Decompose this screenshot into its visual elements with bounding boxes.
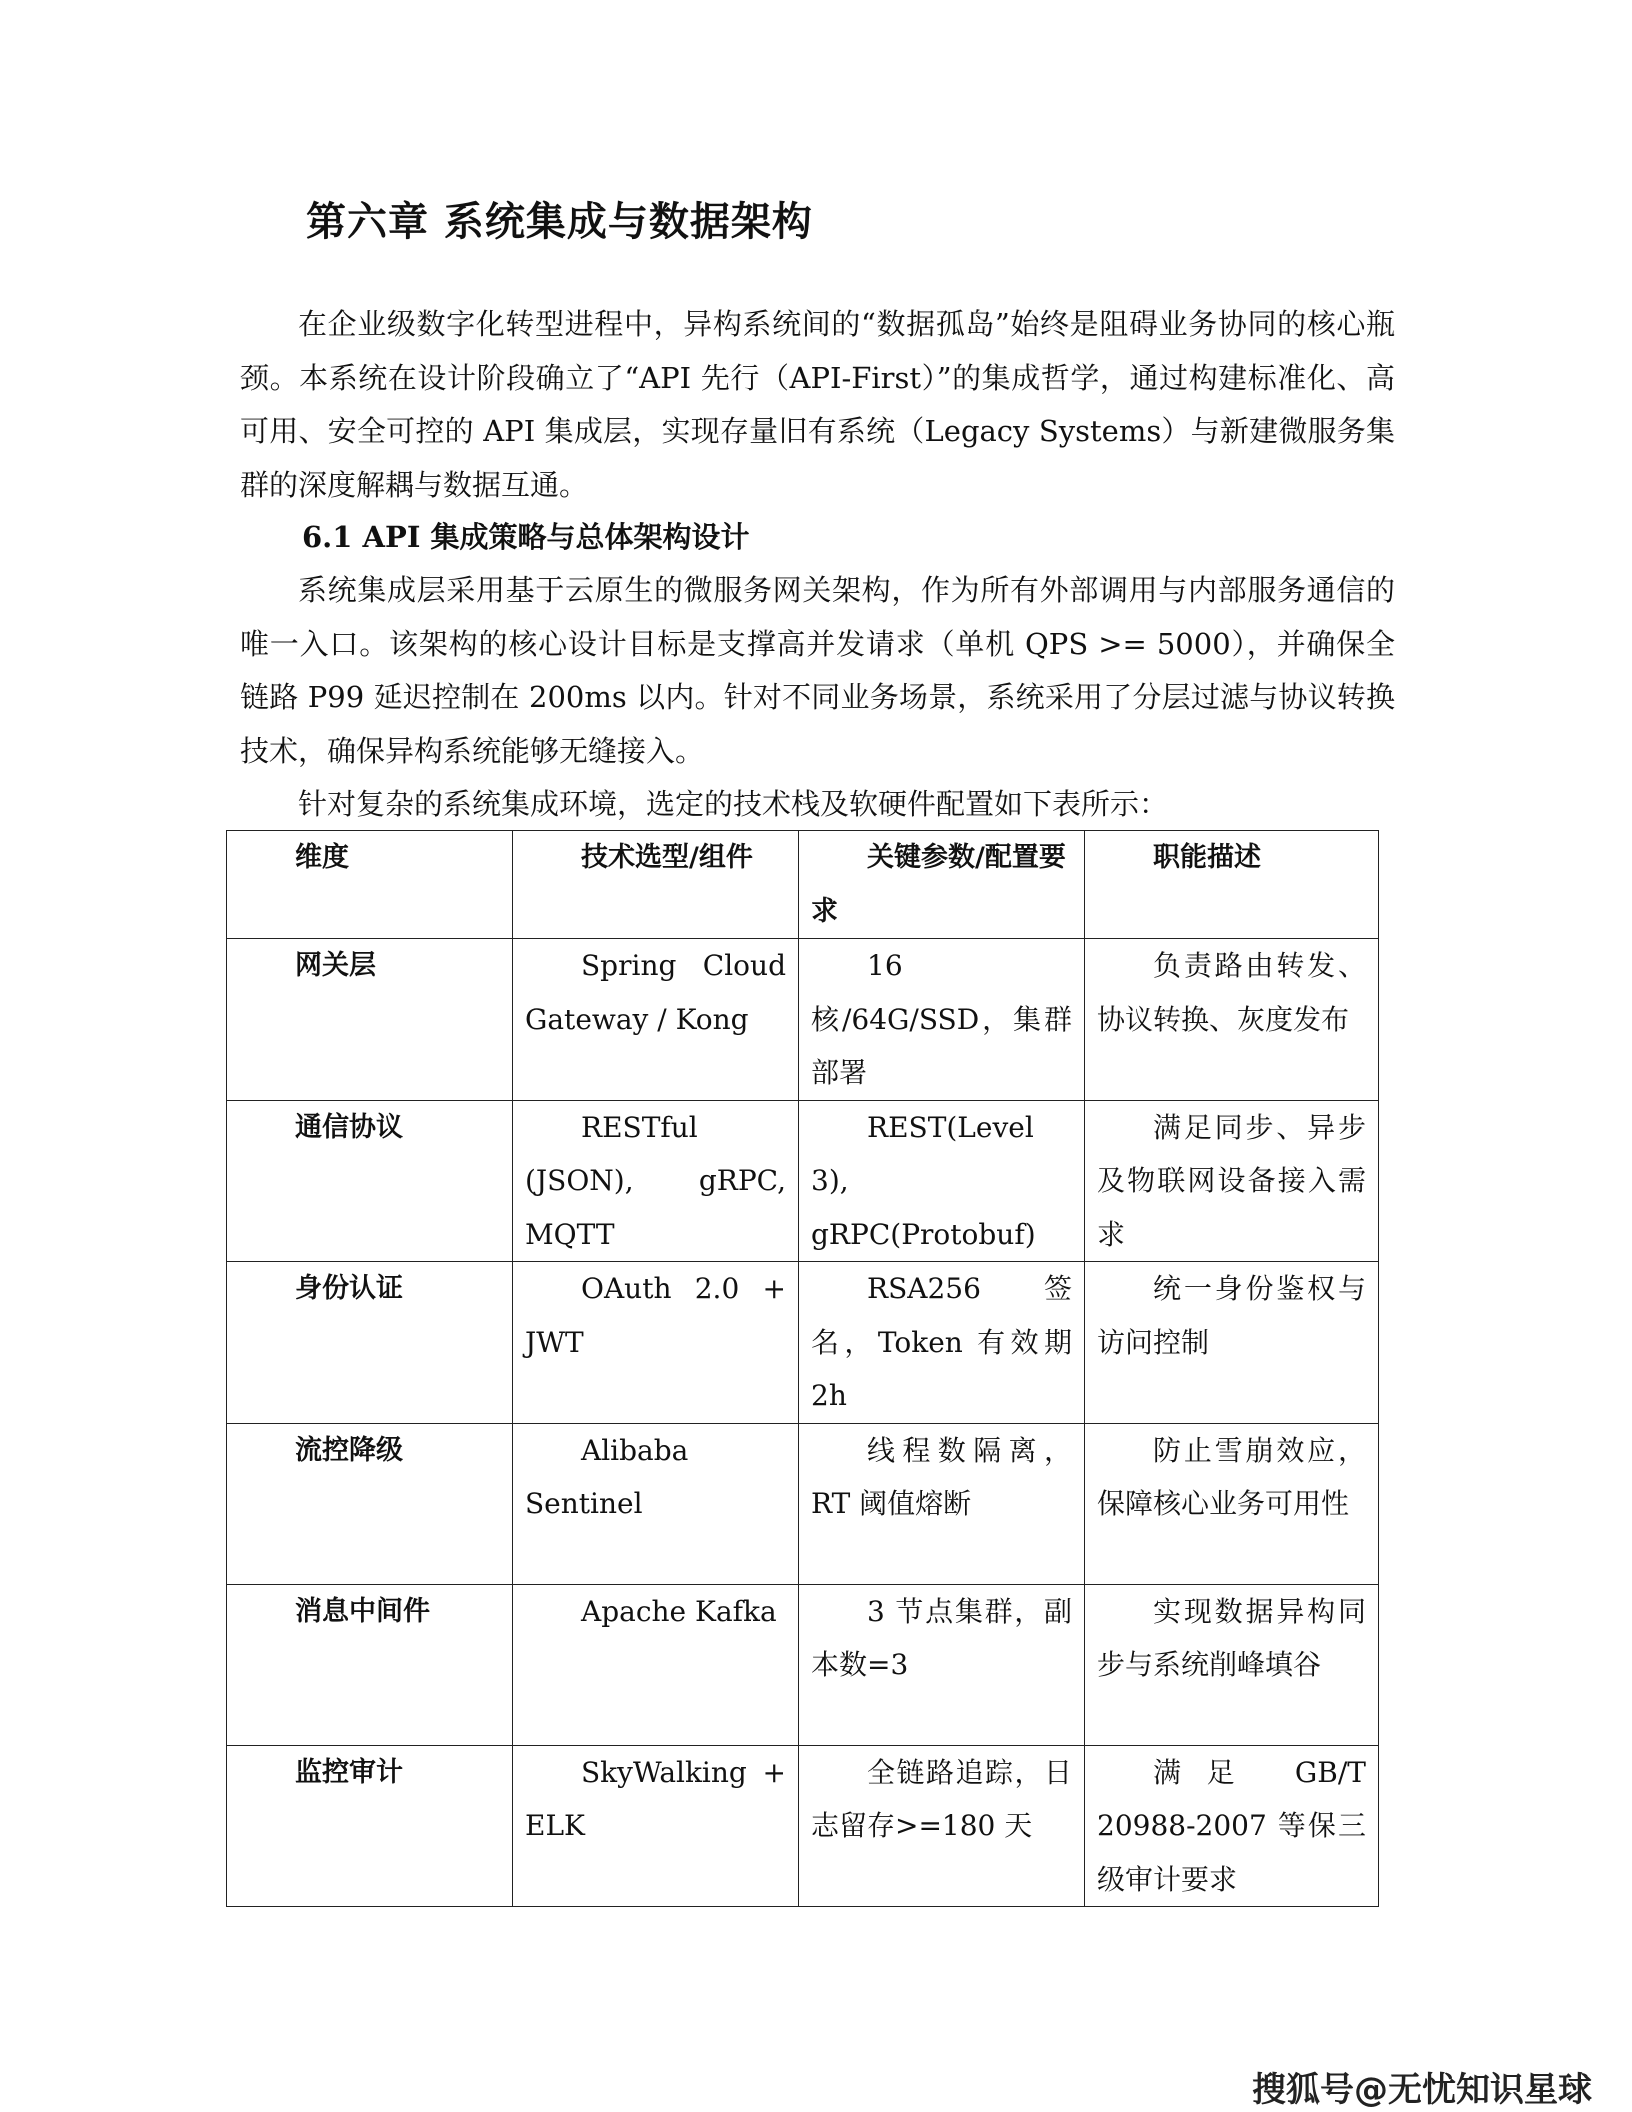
description-cell: 满足 GB/T 20988-2007 等保三级审计要求 <box>1085 1745 1379 1907</box>
component-cell: OAuth 2.0 + JWT <box>513 1262 799 1424</box>
tech-stack-table <box>226 830 1379 1907</box>
dimension-cell: 身份认证 <box>227 1262 513 1424</box>
header-cell: 职能描述 <box>1085 831 1379 939</box>
table-row <box>227 1584 1379 1745</box>
table-row <box>227 1262 1379 1424</box>
table-intro: 针对复杂的系统集成环境，选定的技术栈及软硬件配置如下表所示： <box>298 787 1169 821</box>
description-cell: 实现数据异构同步与系统削峰填谷 <box>1085 1584 1379 1745</box>
component-cell: Spring Cloud Gateway / Kong <box>513 939 799 1101</box>
component-cell: RESTful (JSON), gRPC, MQTT <box>513 1100 799 1262</box>
section-title: 6.1 API 集成策略与总体架构设计 <box>302 520 750 554</box>
parameter-cell: RSA256 签名，Token 有效期 2h <box>799 1262 1085 1424</box>
parameter-cell: 16 核/64G/SSD，集群部署 <box>799 939 1085 1101</box>
dimension-cell: 流控降级 <box>227 1423 513 1584</box>
description-cell: 防止雪崩效应，保障核心业务可用性 <box>1085 1423 1379 1584</box>
component-cell: SkyWalking + ELK <box>513 1745 799 1907</box>
header-cell: 维度 <box>227 831 513 939</box>
component-cell: Apache Kafka <box>513 1584 799 1745</box>
parameter-cell: 线程数隔离，RT 阈值熔断 <box>799 1423 1085 1584</box>
table-row <box>227 1100 1379 1262</box>
description-cell: 统一身份鉴权与访问控制 <box>1085 1262 1379 1424</box>
dimension-cell: 网关层 <box>227 939 513 1101</box>
description-cell: 满足同步、异步及物联网设备接入需求 <box>1085 1100 1379 1262</box>
table-header-row <box>227 831 1379 939</box>
intro-paragraph: 在企业级数字化转型进程中，异构系统间的“数据孤岛”始终是阻碍业务协同的核心瓶颈。本系统在设计阶段确立了“API 先行（API-First）”的集成哲学，通过构建标准化、高可用、安全可控的 API 集成层，实现存量旧有系统（Legacy Systems）与新建微服务集群的深度解耦与数据互通。 <box>240 307 1395 502</box>
parameter-cell: 3 节点集群，副本数=3 <box>799 1584 1085 1745</box>
dimension-cell: 消息中间件 <box>227 1584 513 1745</box>
header-cell: 关键参数/配置要求 <box>799 831 1085 939</box>
table-row <box>227 1423 1379 1584</box>
table-row <box>227 939 1379 1101</box>
dimension-cell: 监控审计 <box>227 1745 513 1907</box>
parameter-cell: REST(Level 3), gRPC(Protobuf) <box>799 1100 1085 1262</box>
chapter-title: 第六章 系统集成与数据架构 <box>306 199 813 245</box>
table-row <box>227 1745 1379 1907</box>
component-cell: Alibaba Sentinel <box>513 1423 799 1584</box>
parameter-cell: 全链路追踪，日志留存>=180 天 <box>799 1745 1085 1907</box>
header-cell: 技术选型/组件 <box>513 831 799 939</box>
watermark: 搜狐号@无忧知识星球 <box>1252 2070 1592 2110</box>
gateway-paragraph: 系统集成层采用基于云原生的微服务网关架构，作为所有外部调用与内部服务通信的唯一入口。该架构的核心设计目标是支撑高并发请求（单机 QPS >= 5000），并确保全链路 P99 延迟控制在 200ms 以内。针对不同业务场景，系统采用了分层过滤与协议转换技术，确保异构系统能够无缝接入。 <box>240 573 1395 768</box>
description-cell: 负责路由转发、协议转换、灰度发布 <box>1085 939 1379 1101</box>
dimension-cell: 通信协议 <box>227 1100 513 1262</box>
